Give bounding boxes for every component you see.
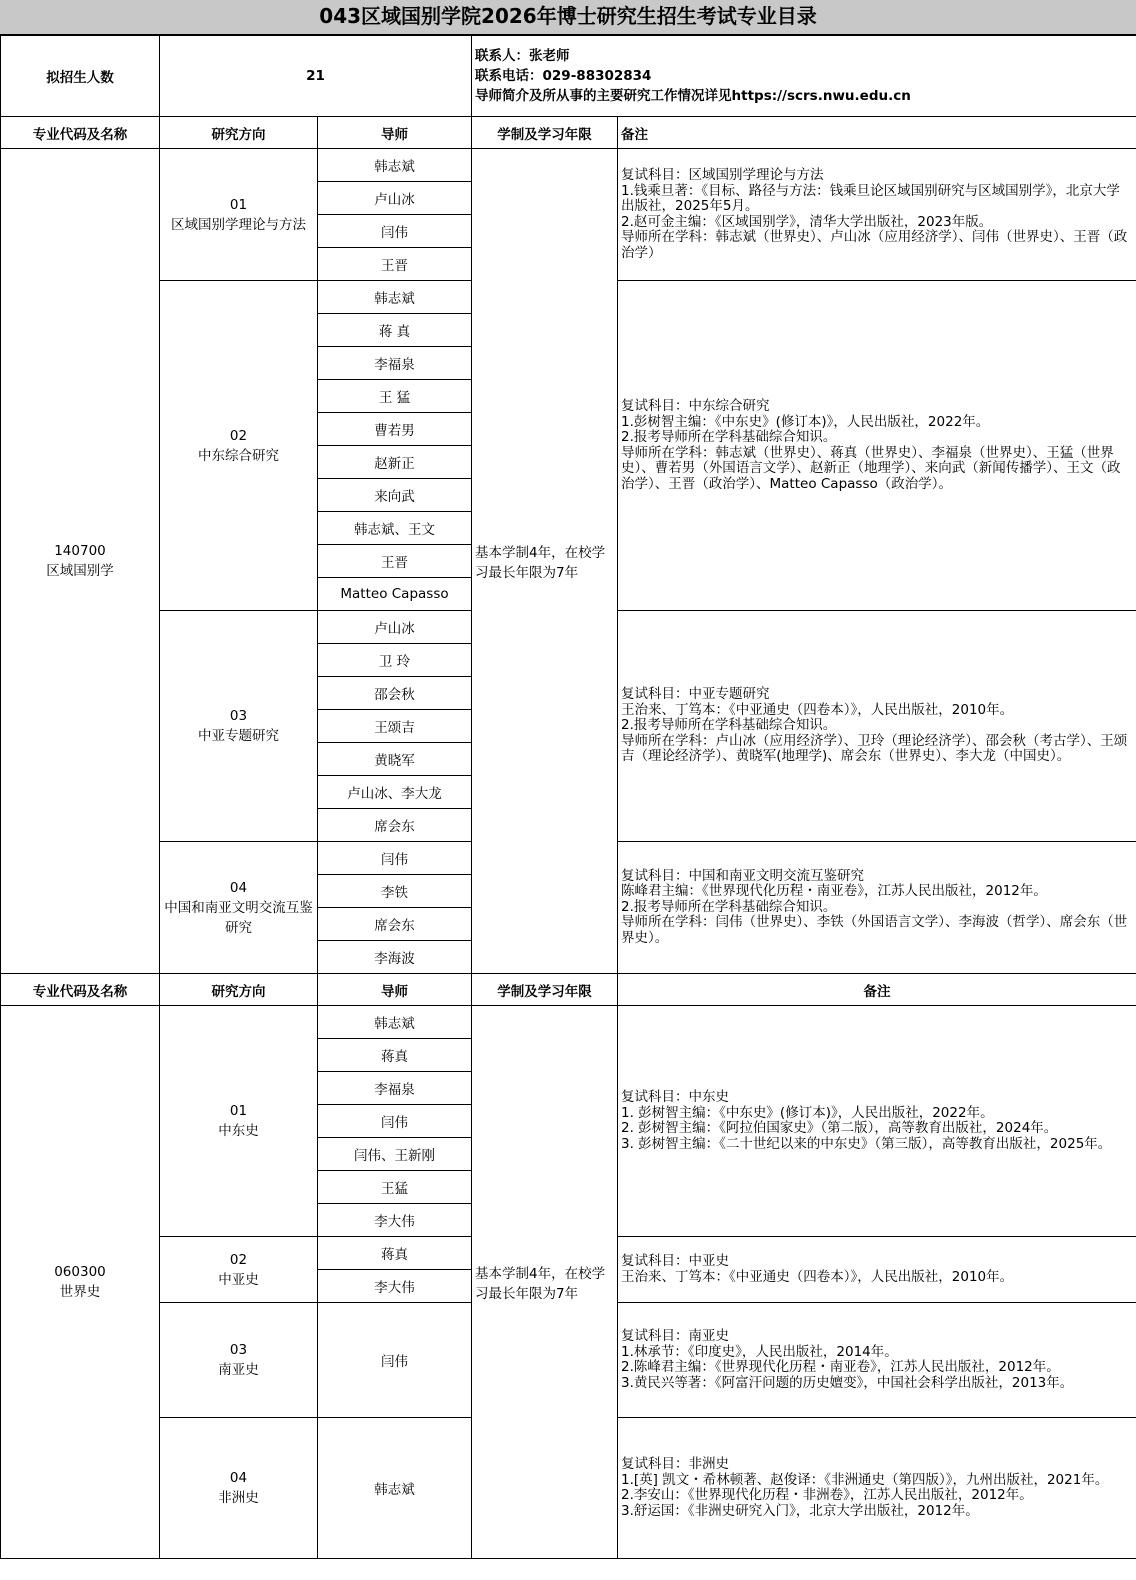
- direction-notes: 复试科目：中东综合研究 1.彭树智主编：《中东史》(修订本)》，人民出版社，2022年。 2.报考导师所在学科基础综合知识。 导师所在学科：韩志斌（世界史）、蒋真（世界史）、李福泉（世界史）、王猛（世界史）、曹若男（外国语言文学）、赵新正（地理学）、来向武（新闻传播学）、王文（政治学）、王晋（政治学）、Matteo Capasso（政治学）。: [618, 281, 1136, 611]
- major-name: 140700 区域国别学: [1, 149, 160, 974]
- header-notes: 备注: [618, 117, 1136, 149]
- advisor-name: 李大伟: [318, 1270, 472, 1303]
- advisor-name: Matteo Capasso: [318, 578, 472, 611]
- direction-notes: 复试科目：中亚史 王治来、丁笃本：《中亚通史（四卷本）》，人民出版社，2010年。: [618, 1237, 1136, 1303]
- advisor-name: 卢山冰: [318, 611, 472, 644]
- advisor-name: 李福泉: [318, 347, 472, 380]
- enrollment-row: [1, 36, 1136, 117]
- direction-name: 02 中东综合研究: [160, 281, 318, 611]
- header-direction: 研究方向: [160, 117, 318, 149]
- advisor-name: 席会东: [318, 809, 472, 842]
- direction-name: 04 中国和南亚文明交流互鉴研究: [160, 842, 318, 974]
- advisor-name: 邵会秋: [318, 677, 472, 710]
- header-major: 专业代码及名称: [1, 974, 160, 1006]
- advisor-name: 闫伟: [318, 1303, 472, 1418]
- advisor-name: 席会东: [318, 908, 472, 941]
- direction-name: 01 区域国别学理论与方法: [160, 149, 318, 281]
- direction-name: 03 中亚专题研究: [160, 611, 318, 842]
- advisor-name: 李海波: [318, 941, 472, 974]
- advisor-name: 韩志斌、王文: [318, 512, 472, 545]
- advisor-name: 卢山冰、李大龙: [318, 776, 472, 809]
- header-duration: 学制及学习年限: [472, 974, 618, 1006]
- direction-notes: 复试科目：南亚史 1.林承节：《印度史》，人民出版社，2014年。 2.陈峰君主编：《世界现代化历程・南亚卷》，江苏人民出版社，2012年。 3.黄民兴等著：《阿富汗问题的历史嬗变》，中国社会科学出版社，2013年。: [618, 1303, 1136, 1418]
- advisor-name: 李大伟: [318, 1204, 472, 1237]
- direction-name: 04 非洲史: [160, 1418, 318, 1559]
- advisor-name: 黄晓军: [318, 743, 472, 776]
- advisor-row: [1, 149, 1136, 182]
- enrollment-count: 21: [160, 36, 472, 117]
- advisor-name: 闫伟: [318, 842, 472, 875]
- advisor-name: 蒋真: [318, 1237, 472, 1270]
- advisor-name: 卫 玲: [318, 644, 472, 677]
- header-duration: 学制及学习年限: [472, 117, 618, 149]
- enrollment-label: 拟招生人数: [1, 36, 160, 117]
- duration-text: 基本学制4年，在校学习最长年限为7年: [472, 149, 618, 974]
- direction-name: 03 南亚史: [160, 1303, 318, 1418]
- direction-notes: 复试科目：中国和南亚文明交流互鉴研究 陈峰君主编：《世界现代化历程・南亚卷》，江苏人民出版社，2012年。 2.报考导师所在学科基础综合知识。 导师所在学科：闫伟（世界史）、李铁（外国语言文学）、李海波（哲学）、席会东（世界史）。: [618, 842, 1136, 974]
- advisor-name: 王 猛: [318, 380, 472, 413]
- direction-notes: 复试科目：区域国别学理论与方法 1.钱乘旦著：《目标、路径与方法：钱乘旦论区域国别研究与区域国别学》，北京大学出版社，2025年5月。 2.赵可金主编：《区域国别学》，清华大学出版社，2023年版。 导师所在学科：韩志斌（世界史）、卢山冰（应用经济学）、闫伟（世界史）、王晋（政治学）: [618, 149, 1136, 281]
- header-major: 专业代码及名称: [1, 117, 160, 149]
- advisor-name: 王颂吉: [318, 710, 472, 743]
- advisor-name: 曹若男: [318, 413, 472, 446]
- advisor-name: 闫伟: [318, 215, 472, 248]
- title-bar: [0, 0, 1136, 35]
- advisor-name: 李铁: [318, 875, 472, 908]
- major-name: 060300 世界史: [1, 1006, 160, 1559]
- header-advisor: 导师: [318, 974, 472, 1006]
- advisor-name: 王晋: [318, 248, 472, 281]
- advisor-name: 闫伟: [318, 1105, 472, 1138]
- header-notes: 备注: [618, 974, 1136, 1006]
- advisor-name: 王猛: [318, 1171, 472, 1204]
- advisor-name: 王晋: [318, 545, 472, 578]
- advisor-name: 蒋真: [318, 1039, 472, 1072]
- advisor-name: 韩志斌: [318, 149, 472, 182]
- duration-text: 基本学制4年，在校学习最长年限为7年: [472, 1006, 618, 1559]
- header-advisor: 导师: [318, 117, 472, 149]
- advisor-row: [1, 1006, 1136, 1039]
- advisor-name: 卢山冰: [318, 182, 472, 215]
- advisor-name: 蒋 真: [318, 314, 472, 347]
- catalog-body: [1, 36, 1136, 1559]
- direction-notes: 复试科目：中东史 1. 彭树智主编：《中东史》(修订本)》，人民出版社，2022年。 2. 彭树智主编：《阿拉伯国家史》（第二版），高等教育出版社，2024年。 3. 彭树智主编：《二十世纪以来的中东史》（第三版），高等教育出版社，2025年。: [618, 1006, 1136, 1237]
- column-header-row: [1, 974, 1136, 1006]
- advisor-name: 赵新正: [318, 446, 472, 479]
- header-direction: 研究方向: [160, 974, 318, 1006]
- direction-name: 01 中东史: [160, 1006, 318, 1237]
- advisor-name: 韩志斌: [318, 281, 472, 314]
- direction-notes: 复试科目：非洲史 1.[英] 凯文・希林顿著、赵俊译：《非洲通史（第四版）》，九州出版社，2021年。 2.李安山：《世界现代化历程・非洲卷》，江苏人民出版社，2012年。 3.舒运国：《非洲史研究入门》，北京大学出版社，2012年。: [618, 1418, 1136, 1559]
- direction-name: 02 中亚史: [160, 1237, 318, 1303]
- page-title: 043区域国别学院2026年博士研究生招生考试专业目录: [319, 4, 817, 28]
- advisor-name: 韩志斌: [318, 1006, 472, 1039]
- direction-notes: 复试科目：中亚专题研究 王治来、丁笃本：《中亚通史（四卷本）》，人民出版社，2010年。 2.报考导师所在学科基础综合知识。 导师所在学科：卢山冰（应用经济学）、卫玲（理论经济学）、邵会秋（考古学）、王颂吉（理论经济学）、黄晓军(地理学)、席会东（世界史）、李大龙（中国史）。: [618, 611, 1136, 842]
- advisor-name: 韩志斌: [318, 1418, 472, 1559]
- catalog-table: [0, 35, 1136, 1559]
- advisor-name: 李福泉: [318, 1072, 472, 1105]
- column-header-row: [1, 117, 1136, 149]
- advisor-name: 闫伟、王新刚: [318, 1138, 472, 1171]
- advisor-name: 来向武: [318, 479, 472, 512]
- contact-info: 联系人：张老师 联系电话：029-88302834 导师简介及所从事的主要研究工作情况详见https://scrs.nwu.edu.cn: [472, 36, 1136, 117]
